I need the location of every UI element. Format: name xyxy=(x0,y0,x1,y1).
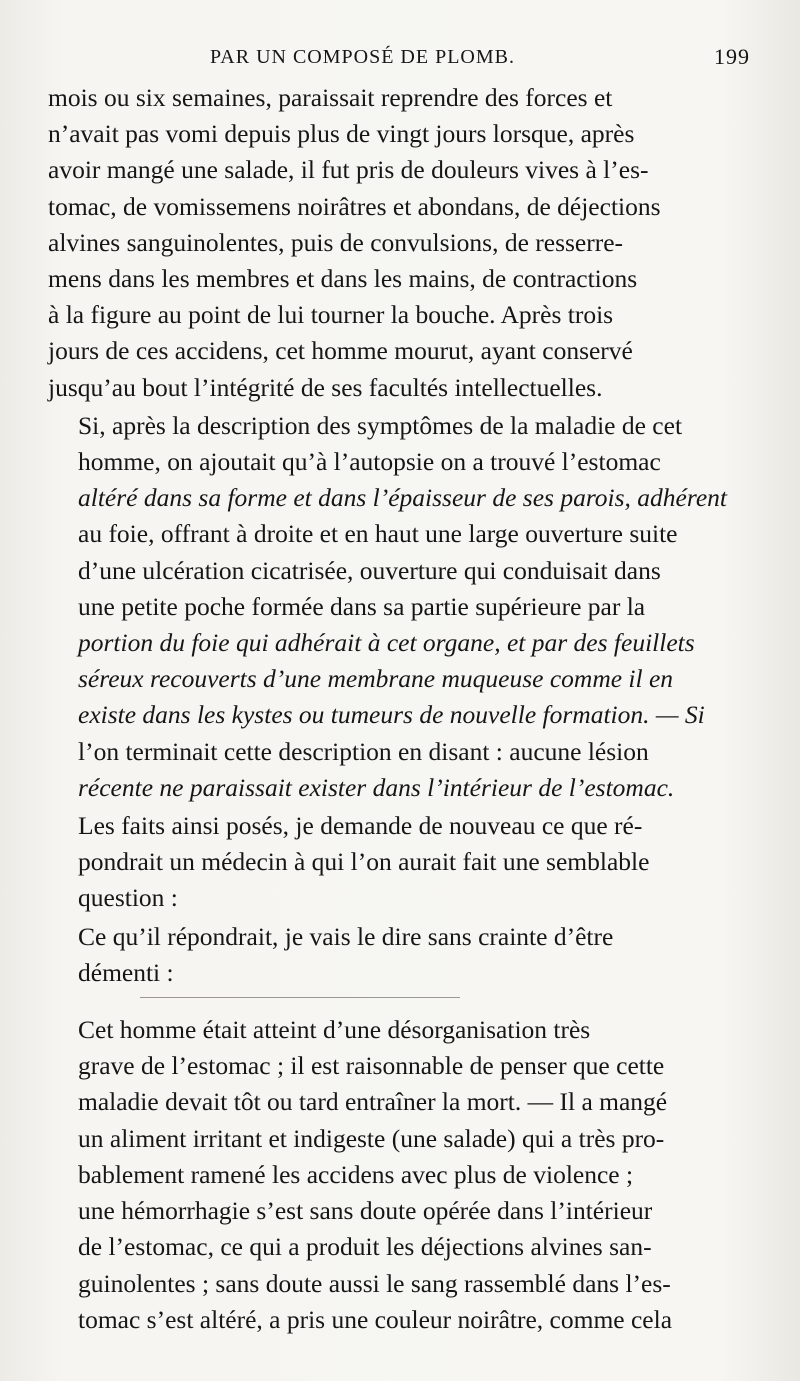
text-line: grave de l’estomac ; il est raisonnable de penser que cette xyxy=(78,1051,665,1081)
section-divider xyxy=(140,997,460,998)
text-line: Les faits ainsi posés, je demande de nouveau ce que ré- xyxy=(78,811,643,841)
body-text xyxy=(48,80,740,1338)
text-line: tomac, de vomissemens noirâtres et abondans, de déjections xyxy=(48,191,661,221)
page-number: 199 xyxy=(714,44,750,69)
text-line: guinolentes ; sans doute aussi le sang rassemblé dans l’es- xyxy=(78,1268,671,1298)
paragraph-3 xyxy=(48,808,740,917)
paragraph-1 xyxy=(48,80,740,406)
text-line: bablement ramené les accidens avec plus de violence ; xyxy=(78,1159,634,1189)
text-line: existe dans les kystes ou tumeurs de nouvelle formation. — Si xyxy=(78,700,705,730)
text-line: d’une ulcération cicatrisée, ouverture qui conduisait dans xyxy=(78,555,661,585)
text-line: n’avait pas vomi depuis plus de vingt jours lorsque, après xyxy=(48,119,635,149)
running-title: PAR UN COMPOSÉ DE PLOMB. xyxy=(210,46,515,68)
text-line: jusqu’au bout l’intégrité de ses facultés intellectuelles. xyxy=(48,372,603,402)
text-line: un aliment irritant et indigeste (une salade) qui a très pro- xyxy=(78,1123,665,1153)
text-line: séreux recouverts d’une membrane muqueuse comme il en xyxy=(78,664,674,694)
text-line: récente ne paraissait exister dans l’intérieur de l’estomac. xyxy=(78,772,675,802)
text-line: de l’estomac, ce qui a produit les déjections alvines san- xyxy=(78,1232,652,1262)
text-line: une petite poche formée dans sa partie supérieure par la xyxy=(78,591,646,621)
text-line: avoir mangé une salade, il fut pris de douleurs vives à l’es- xyxy=(48,155,649,185)
text-line: Cet homme était atteint d’une désorganisation très xyxy=(78,1015,591,1045)
text-line: pondrait un médecin à qui l’on aurait fait une semblable xyxy=(78,847,650,877)
text-line: alvines sanguinolentes, puis de convulsions, de resserre- xyxy=(48,227,624,257)
text-line: mois ou six semaines, paraissait reprendre des forces et xyxy=(48,83,613,112)
text-line: question : xyxy=(78,883,178,913)
paragraph-4 xyxy=(48,919,740,991)
text-line: homme, on ajoutait qu’à l’autopsie on a trouvé l’estomac xyxy=(78,447,661,477)
text-line: altéré dans sa forme et dans l’épaisseur de ses parois, adhérent xyxy=(78,483,728,513)
text-line: Ce qu’il répondrait, je vais le dire sans crainte d’être xyxy=(78,921,614,951)
text-line: tomac s’est altéré, a pris une couleur noirâtre, comme cela xyxy=(78,1304,673,1334)
text-line: mens dans les membres et dans les mains, de contractions xyxy=(48,264,638,294)
paragraph-5 xyxy=(48,1012,740,1338)
text-line: maladie devait tôt ou tard entraîner la mort. — Il a mangé xyxy=(78,1087,668,1117)
text-line: jours de ces accidens, cet homme mourut, ayant conservé xyxy=(48,336,633,366)
text-line: Si, après la description des symptômes de la maladie de cet xyxy=(78,410,683,440)
text-line: au foie, offrant à droite et en haut une large ouverture suite xyxy=(78,519,678,549)
text-line: démenti : xyxy=(78,957,174,987)
text-line: à la figure au point de lui tourner la bouche. Après trois xyxy=(48,300,614,330)
paragraph-2 xyxy=(48,408,740,806)
running-head xyxy=(48,40,750,80)
text-line: portion du foie qui adhérait à cet organe, et par des feuillets xyxy=(78,628,695,658)
text-line: l’on terminait cette description en disant : aucune lésion xyxy=(78,736,649,766)
text-line: une hémorrhagie s’est sans doute opérée dans l’intérieur xyxy=(78,1196,653,1226)
